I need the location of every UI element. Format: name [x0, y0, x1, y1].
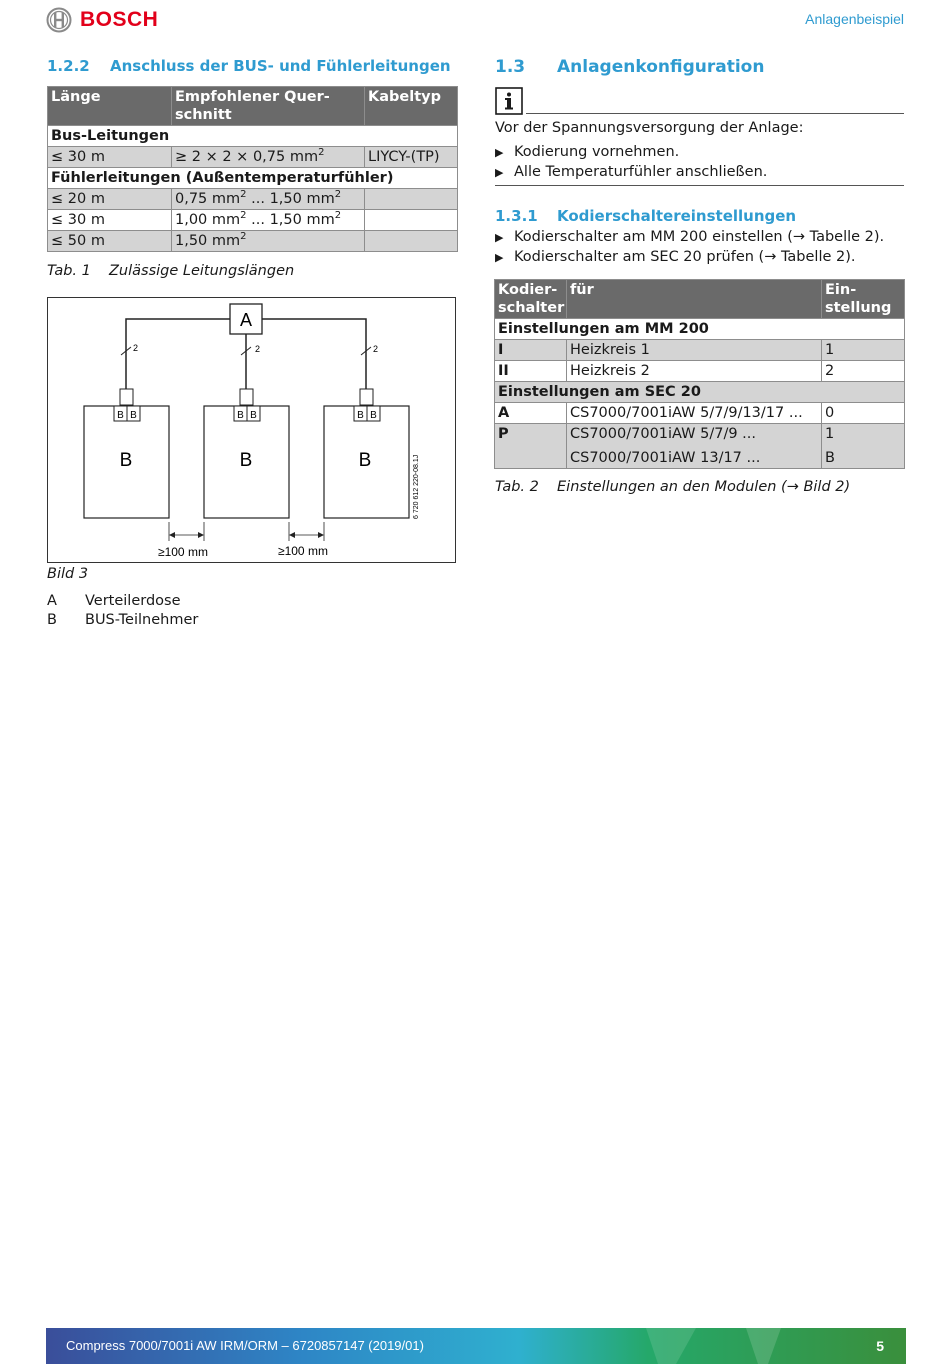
- terminal-label: B: [250, 410, 257, 421]
- length-cell: ≤ 20 m: [48, 189, 172, 210]
- cross-section-cell: 0,75 $mm^2$ ... 1,50 $mm^2$: [172, 189, 365, 210]
- table-row: [495, 424, 905, 469]
- cable-type-cell: LIYCY-(TP): [365, 147, 458, 168]
- length-cell: ≤ 30 m: [48, 147, 172, 168]
- setting-cell: 1: [822, 340, 905, 361]
- table-group-row: [495, 382, 905, 403]
- terminal-label: B: [357, 410, 364, 421]
- spacing-label: ≥100 mm: [278, 544, 328, 558]
- figure-caption: Bild 3: [47, 566, 89, 582]
- table-row: [495, 340, 905, 361]
- cross-section-cell: ≥ 2 × 2 × 0,75 $mm^2$: [172, 147, 365, 168]
- footer-bar: [46, 1328, 906, 1364]
- spacing-label: ≥100 mm: [158, 545, 208, 559]
- section-title: Anschluss der BUS- und Fühlerleitungen: [110, 57, 451, 75]
- wire-count-label: 2: [133, 343, 139, 353]
- section-number: 1.3.1: [495, 207, 538, 225]
- section-title: Anlagenkonfiguration: [557, 57, 765, 77]
- switch-cell: II: [495, 361, 567, 382]
- table-caption: Tab. 1 Zulässige Leitungslängen: [47, 263, 295, 279]
- cable-type-cell: [365, 210, 458, 231]
- list-item: ▶ Kodierung vornehmen.: [495, 142, 679, 163]
- column-header: Kabeltyp: [365, 87, 458, 126]
- terminal-label: B: [237, 410, 244, 421]
- coding-switch-table: [494, 279, 905, 469]
- column-header: Ein- stellung: [822, 280, 905, 319]
- table-row: [48, 210, 458, 231]
- switch-cell: A: [495, 403, 567, 424]
- table-group-row: [495, 319, 905, 340]
- terminal-label: B: [130, 410, 137, 421]
- participant-label: B: [119, 450, 133, 471]
- group-label: Fühlerleitungen (Außentemperaturfühler): [48, 168, 458, 189]
- cross-section-cell: 1,50 $mm^2$: [172, 231, 365, 252]
- legend-item: B BUS-Teilnehmer: [47, 612, 199, 628]
- figure-code: 6 720 612 220-08.1J: [413, 454, 420, 519]
- setting-cell: 0: [822, 403, 905, 424]
- column-header: für: [567, 280, 822, 319]
- table-group-row: [48, 126, 458, 147]
- bullet-triangle-icon: ▶: [495, 251, 504, 264]
- switch-cell: I: [495, 340, 567, 361]
- target-cell: Heizkreis 2: [567, 361, 822, 382]
- table-header-row: [495, 280, 905, 319]
- cable-type-cell: [365, 189, 458, 210]
- table-row: [495, 403, 905, 424]
- setting-cell: 1 B: [822, 424, 905, 469]
- terminal-label: B: [370, 410, 377, 421]
- group-label: Einstellungen am SEC 20: [495, 382, 905, 403]
- list-item: ▶ Alle Temperaturfühler anschließen.: [495, 162, 767, 183]
- info-intro: Vor der Spannungsversorgung der Anlage:: [495, 120, 804, 136]
- bus-wiring-diagram: [47, 297, 457, 565]
- footer-document-info: Compress 7000/7001i AW IRM/ORM – 6720857147 (2019/01): [66, 1338, 424, 1353]
- table-row: [495, 361, 905, 382]
- group-label: Einstellungen am MM 200: [495, 319, 905, 340]
- bullet-triangle-icon: ▶: [495, 166, 504, 179]
- section-number: 1.2.2: [47, 57, 90, 75]
- bosch-armature-icon: [46, 7, 72, 33]
- list-item: ▶ Kodierschalter am MM 200 einstellen (→ Tabelle 2).: [495, 227, 884, 248]
- switch-cell: P: [495, 424, 567, 469]
- table-group-row: [48, 168, 458, 189]
- legend-item: A Verteilerdose: [47, 593, 181, 609]
- section-title: Kodierschaltereinstellungen: [557, 207, 797, 225]
- wire-count-label: 2: [255, 344, 261, 354]
- cable-length-table: [47, 86, 458, 252]
- target-cell: CS7000/7001iAW 5/7/9 ... CS7000/7001iAW 13/17 ...: [567, 424, 822, 469]
- column-header: Kodier- schalter: [495, 280, 567, 319]
- table-row: [48, 189, 458, 210]
- section-number: 1.3: [495, 57, 526, 77]
- length-cell: ≤ 30 m: [48, 210, 172, 231]
- divider: [495, 185, 904, 186]
- table-header-row: [48, 87, 458, 126]
- cable-type-cell: [365, 231, 458, 252]
- brand-name: BOSCH: [80, 8, 159, 31]
- bullet-triangle-icon: ▶: [495, 231, 504, 244]
- terminal-label: B: [117, 410, 124, 421]
- target-cell: CS7000/7001iAW 5/7/9/13/17 ...: [567, 403, 822, 424]
- column-header: Empfohlener Quer-schnitt: [172, 87, 365, 126]
- column-header: Länge: [48, 87, 172, 126]
- target-cell: Heizkreis 1: [567, 340, 822, 361]
- bullet-triangle-icon: ▶: [495, 146, 504, 159]
- cross-section-cell: 1,00 $mm^2$ ... 1,50 $mm^2$: [172, 210, 365, 231]
- wire-count-label: 2: [373, 344, 379, 354]
- group-label: Bus-Leitungen: [48, 126, 458, 147]
- length-cell: ≤ 50 m: [48, 231, 172, 252]
- table-row: [48, 231, 458, 252]
- setting-cell: 2: [822, 361, 905, 382]
- distributor-label: A: [239, 310, 253, 330]
- info-block-header: [495, 87, 905, 115]
- participant-label: B: [358, 450, 372, 471]
- section-label: Anlagenbeispiel: [805, 11, 904, 27]
- list-item: ▶ Kodierschalter am SEC 20 prüfen (→ Tabelle 2).: [495, 247, 856, 268]
- table-caption: Tab. 2 Einstellungen an den Modulen (→ Bild 2): [495, 479, 851, 495]
- page-number: 5: [876, 1338, 884, 1354]
- table-row: [48, 147, 458, 168]
- brand-logo: [46, 7, 158, 33]
- participant-label: B: [239, 450, 253, 471]
